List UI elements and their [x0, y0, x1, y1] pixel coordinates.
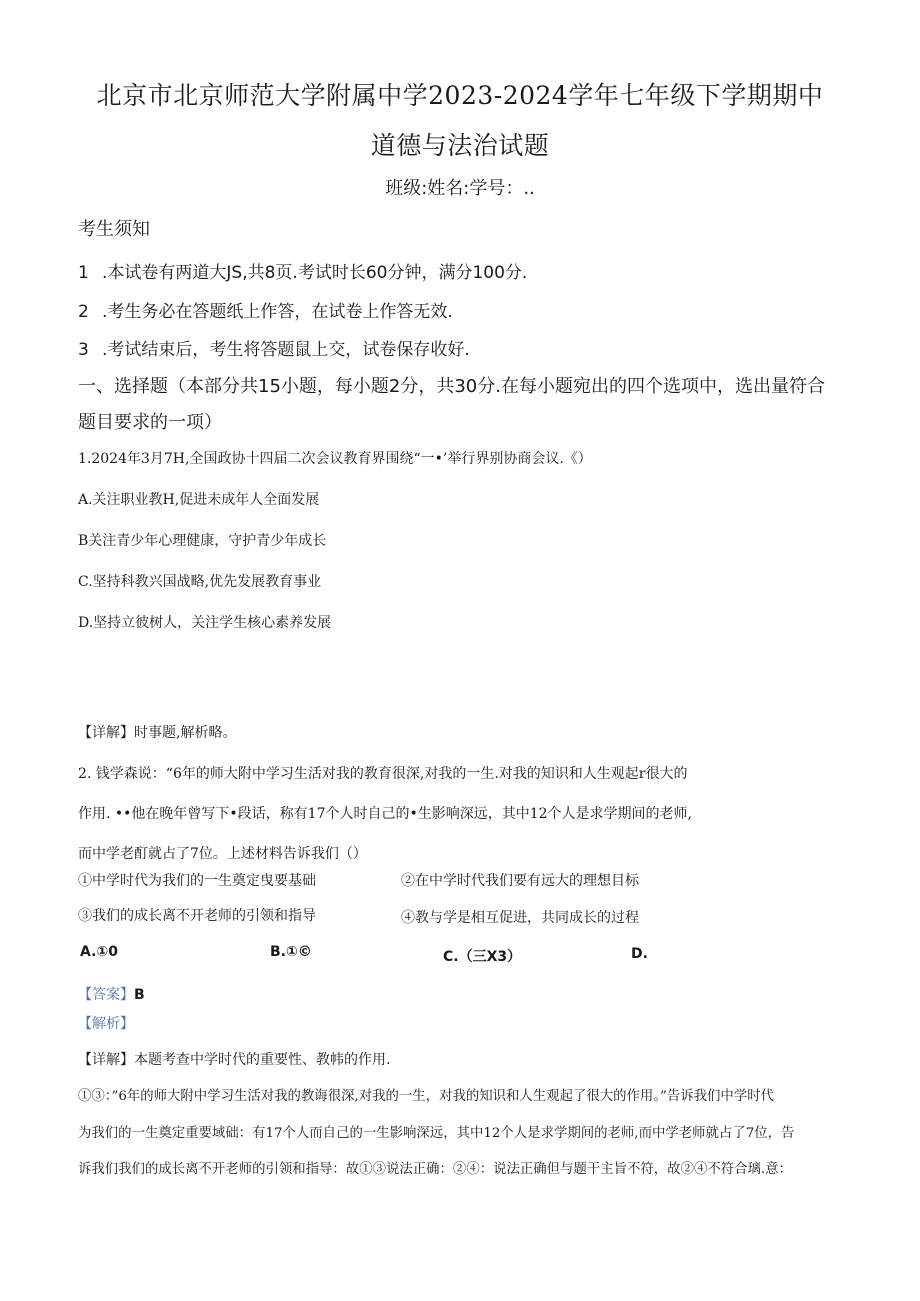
class-info-line: 班级:姓名:学号：.. [385, 178, 535, 199]
q2-stem-line-1: 2. 钱学森说：“6年的师大附中学习生活对我的教育很深,对我的一生.对我的知识和人生观起r很大的 [78, 766, 688, 782]
q1-option-c: C.坚持科教兴国战略,优先发展教育事业 [78, 574, 322, 590]
q2-answer-option-b: B.①© [270, 944, 312, 960]
q2-statement-1: ①中学时代为我们的一生奠定曳要基础 [78, 873, 316, 889]
q2-stem-line-2: 作用. ••他在晚年曾写下•段话，称有17个人时自己的•生影响深远，其中12个人是求学期间的老师, [78, 806, 693, 822]
q1-option-a: A.关注职业教H,促进未成年人全面发展 [78, 492, 320, 508]
q2-answer-option-d: D. [631, 946, 648, 962]
notice-item-text: .本试卷有两道大JS,共8页.考试时长60分钟，满分100分. [102, 263, 528, 283]
answer-tag: 【答案】 [78, 987, 134, 1003]
title-line-2: 道德与法治试题 [370, 131, 550, 160]
notice-heading: 考生须知 [78, 219, 150, 240]
q2-detail-line-3: 为我们的一生奠定重要域础：有17个人而自己的一生影响深远，其中12个人是求学期间的老师,而中学老师就占了7位，告 [78, 1126, 795, 1141]
q2-detail-line-2: ①③：”6年的师大附中学习生活对我的教诲很深,对我的一生，对我的知识和人生观起了很大的作用。”告诉我们中学时代 [78, 1089, 774, 1104]
q1-option-d: D.坚持立彼树人，关注学生核心素养发展 [78, 615, 332, 631]
notice-item-3 [78, 335, 470, 360]
notice-item-text: .考试结束后，考生将答题鼠上交，试卷保存收好. [102, 340, 470, 360]
q2-detail-line-4: 诉我们我们的成长离不开老师的引领和指导：故①③说法正确：②④：说法正确但与题干主旨不符，故②④不符合璃.意： [78, 1162, 792, 1177]
title-line-1: 北京市北京师范大学附属中学2023-2024学年七年级下学期期中 [96, 81, 824, 110]
section-heading-line-2: 题目要求的一项） [78, 412, 222, 433]
notice-item-number: 3 [78, 340, 89, 360]
q2-detail-line-1: 【详解】本题考查中学时代的重要性、教帏的作用. [78, 1052, 391, 1068]
q2-stem-line-3: 而中学老酊就占了7位。上述材料告诉我们（） [78, 846, 367, 862]
section-heading-line-1: 一、选择题（本部分共15小题，每小题2分，共30分.在每小题宛出的四个选项中，选出量符合 [78, 376, 825, 397]
q1-detail: 【详解】时事题,解析略。 [78, 725, 237, 741]
notice-item-2 [78, 297, 453, 322]
q2-answer [78, 984, 145, 1004]
notice-item-number: 1 [78, 263, 89, 283]
analysis-tag: 【解析】 [78, 1016, 134, 1032]
notice-item-1 [78, 258, 527, 283]
q2-answer-option-c: C.（三X3） [443, 949, 522, 965]
answer-value: B [134, 987, 145, 1003]
notice-item-number: 2 [78, 302, 89, 322]
q2-statement-3: ③我们的成长离不开老师的引领和指导 [78, 908, 316, 924]
q1-option-b: B关注青少年心理健康，守护青少年成长 [78, 533, 327, 549]
q2-statement-2: ②在中学时代我们要有远大的理想目标 [401, 873, 639, 889]
notice-item-text: .考生务必在答题纸上作答，在试卷上作答无效. [102, 302, 453, 322]
q1-stem: 1.2024年3月7H,全国政协十四届二次会议教育界围绕“一•’举行界别协商会议.《） [78, 451, 592, 467]
q2-statement-4: ④教与学是相互促进，共同成长的过程 [401, 910, 639, 926]
q2-answer-option-a: A.①0 [80, 944, 119, 960]
